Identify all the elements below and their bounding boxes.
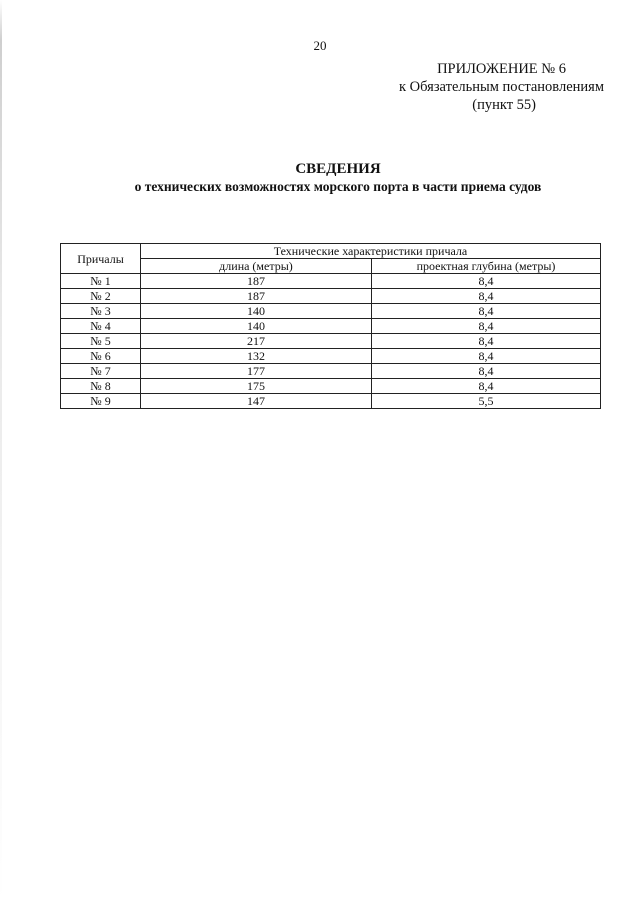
berth-cell: № 5 [61,334,141,349]
heading-subtitle: о технических возможностях морского порта в части приема судов [134,179,542,194]
depth-cell: 8,4 [372,274,601,289]
length-cell: 217 [141,334,372,349]
berth-cell: № 9 [61,394,141,409]
depth-cell: 5,5 [372,394,601,409]
berth-cell: № 7 [61,364,141,379]
berth-cell: № 4 [61,319,141,334]
depth-cell: 8,4 [372,289,601,304]
table-row [61,364,601,379]
appendix-point: (пункт 55) [472,97,536,113]
berth-cell: № 2 [61,289,141,304]
length-cell: 132 [141,349,372,364]
length-cell: 140 [141,304,372,319]
header-depth: проектная глубина (метры) [372,259,601,274]
table-row [61,394,601,409]
table-row [61,334,601,349]
appendix-title: ПРИЛОЖЕНИЕ № 6 [437,61,566,77]
depth-cell: 8,4 [372,334,601,349]
header-berths: Причалы [61,244,141,274]
berth-cell: № 6 [61,349,141,364]
table-row [61,379,601,394]
length-cell: 187 [141,274,372,289]
length-cell: 140 [141,319,372,334]
table-row [61,349,601,364]
depth-cell: 8,4 [372,304,601,319]
berth-cell: № 3 [61,304,141,319]
berths-table [60,243,601,409]
length-cell: 147 [141,394,372,409]
document-heading [0,160,640,196]
depth-cell: 8,4 [372,364,601,379]
berth-cell: № 1 [61,274,141,289]
depth-cell: 8,4 [372,319,601,334]
table-row [61,319,601,334]
table-row [61,289,601,304]
length-cell: 175 [141,379,372,394]
appendix-subtitle: к Обязательным постановлениям [399,79,604,95]
page-number: 20 [313,38,327,53]
header-characteristics: Технические характеристики причала [141,244,601,259]
appendix-header [399,60,604,114]
depth-cell: 8,4 [372,379,601,394]
table-row [61,274,601,289]
header-length: длина (метры) [141,259,372,274]
scan-edge [0,0,2,903]
berth-cell: № 8 [61,379,141,394]
length-cell: 187 [141,289,372,304]
table-row [61,304,601,319]
depth-cell: 8,4 [372,349,601,364]
length-cell: 177 [141,364,372,379]
heading-title: СВЕДЕНИЯ [295,161,381,177]
